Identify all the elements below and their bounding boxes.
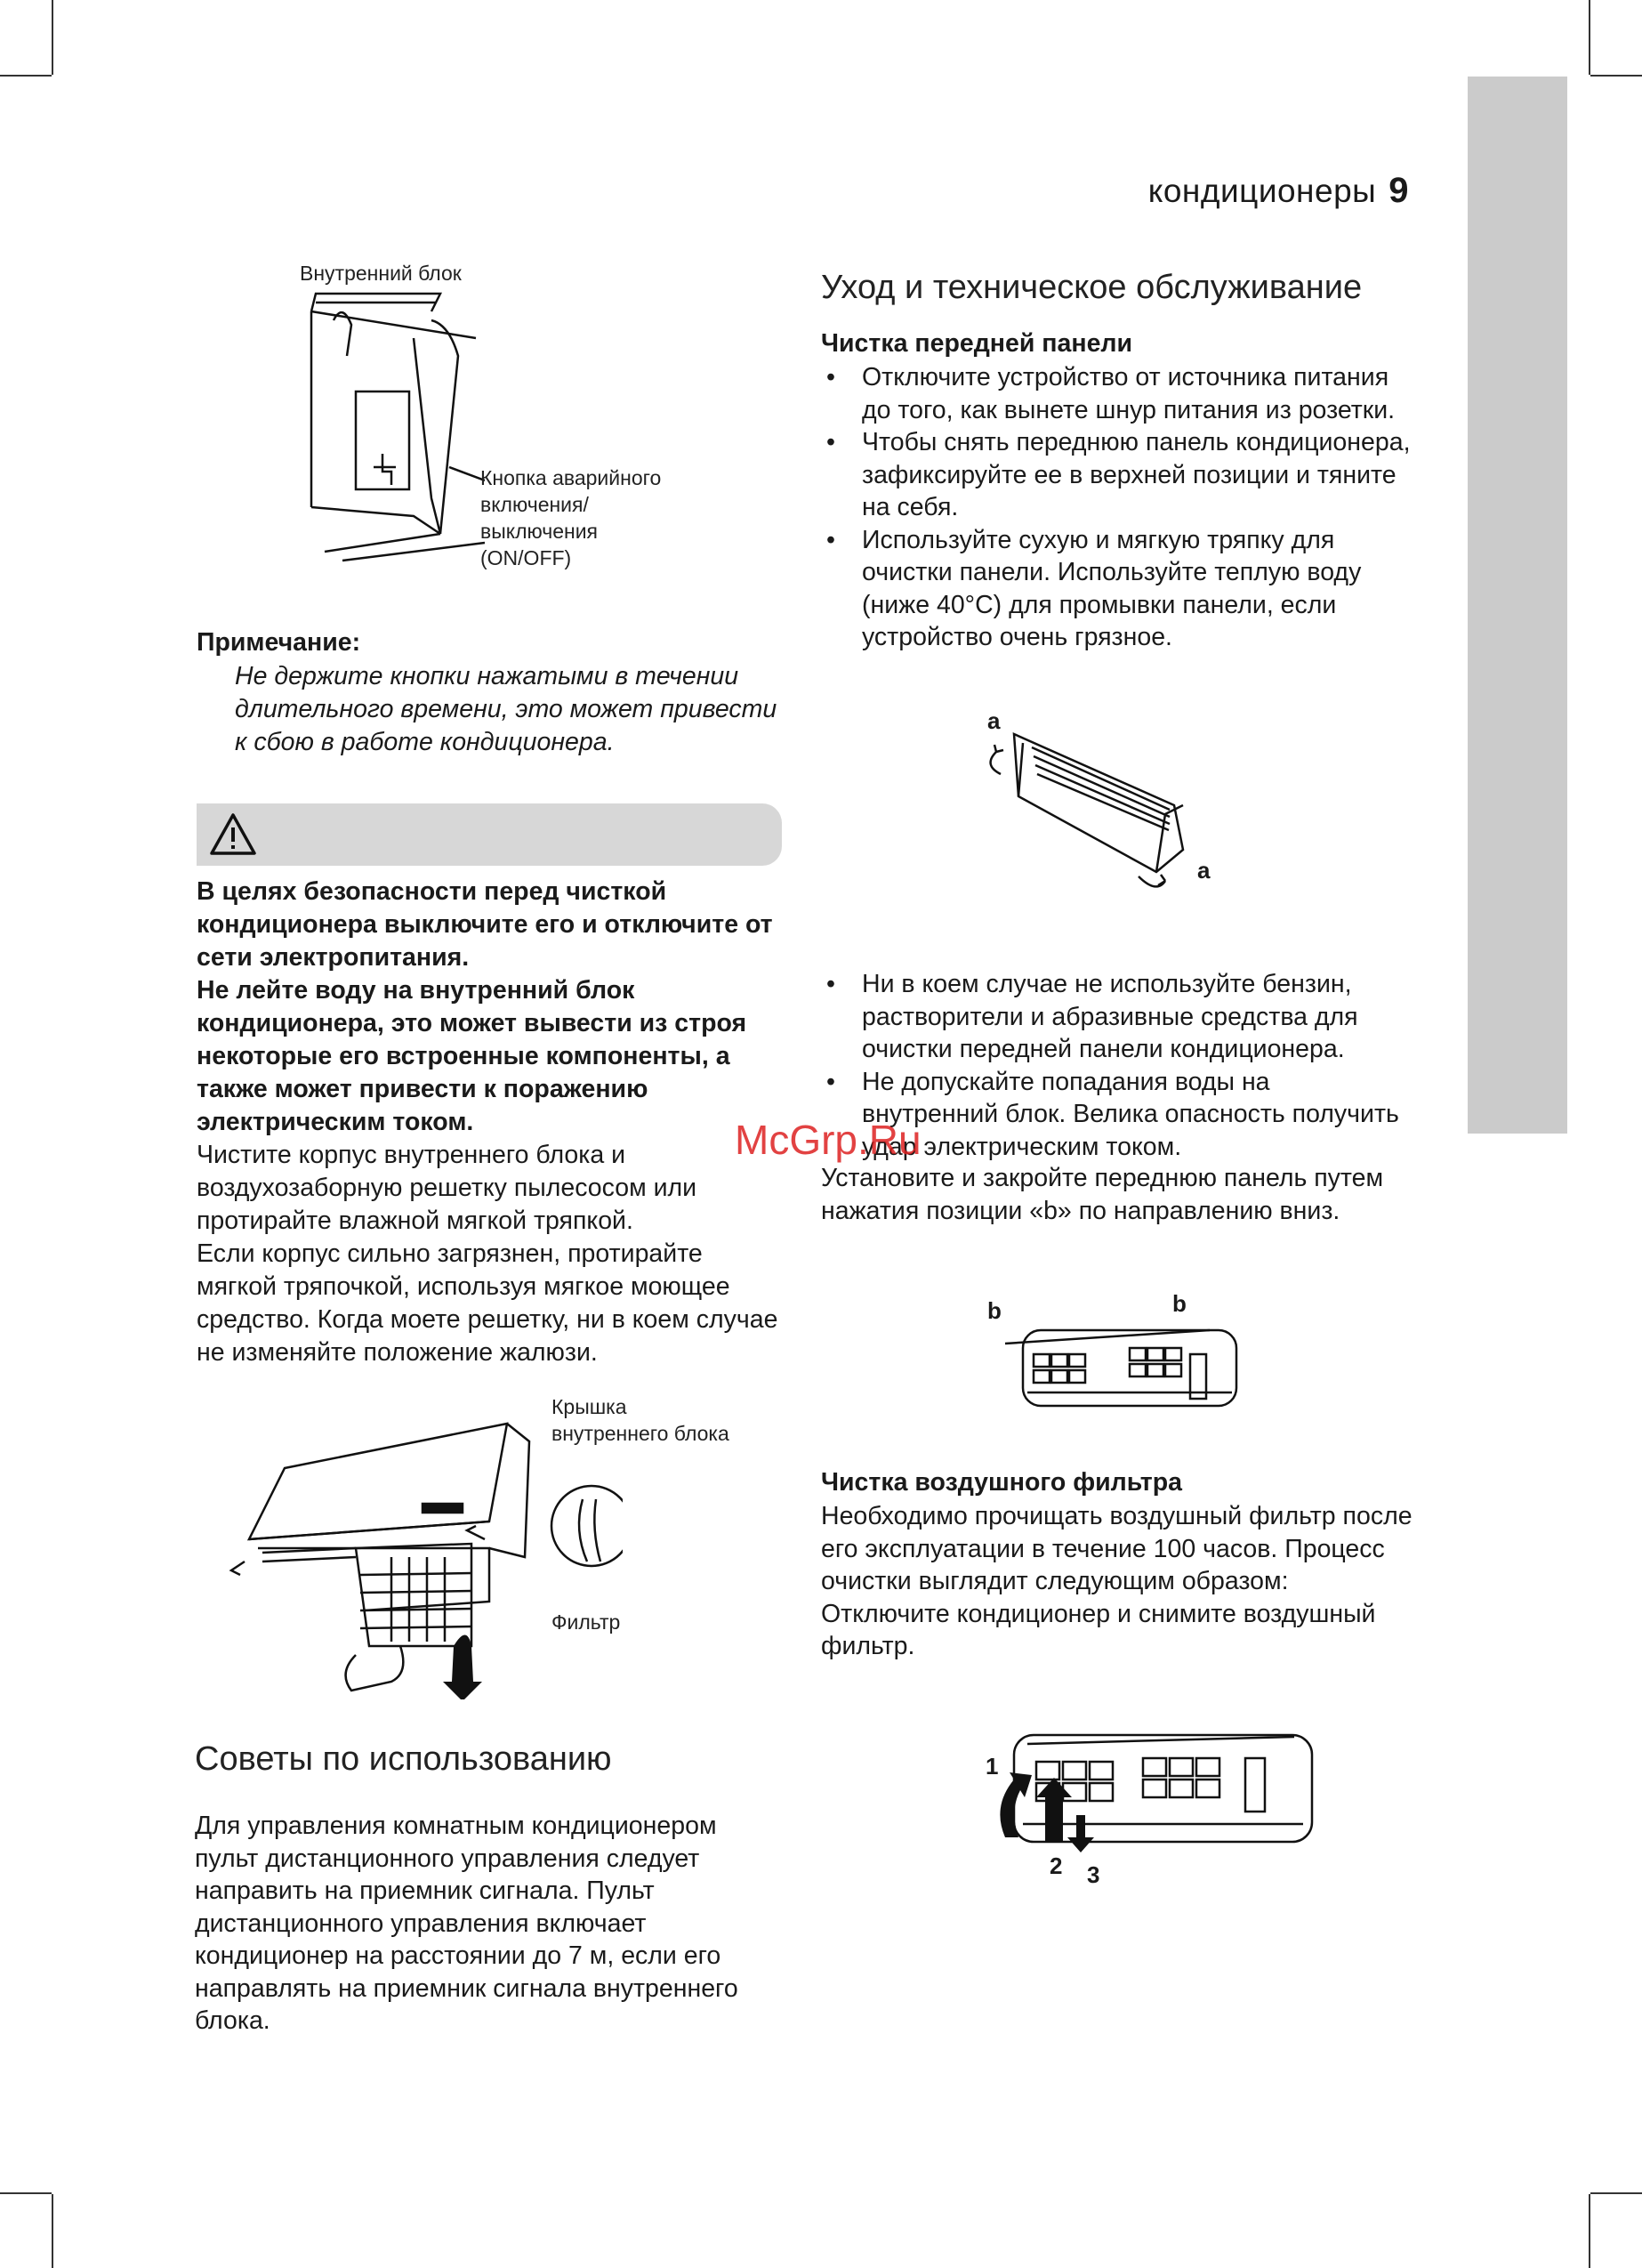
side-tab [1468,77,1567,1134]
install-text: Установите и закройте переднюю панель путем нажатия позиции «b» по направлению вниз. [821,1164,1384,1225]
fig-indoor-button-label [480,464,661,571]
fig-filter-label: Фильтр [551,1610,621,1634]
filter-removal-illustration [222,1415,623,1699]
filter-text-1: Необходимо прочищать воздушный фильтр после его эксплуатации в течение 100 часов. Процесс очистки выглядит следующим образом: [821,1502,1413,1595]
indoor-unit-illustration [307,285,485,578]
crop-mark [52,2194,53,2268]
fig-b-label: b [987,1297,1002,1324]
crop-mark [1589,0,1590,75]
crop-mark [1590,2192,1642,2194]
warning-bold-2: Не лейте воду на внутренний блок кондиционера, это может вывести из строя некоторые его встроенные компоненты, а также может привести к поражению электрическим током. [197,976,747,1136]
button-label-line: включения/ [480,493,589,516]
warning-bold-1: В целях безопасности перед чисткой кондиционера выключите его и отключите от сети электропитания. [197,877,773,972]
step-label: 1 [986,1753,999,1780]
tips-text: Для управления комнатным кондиционером пульт дистанционного управления следует направить на приемник сигнала. Пульт дистанционного управления включает кондиционер на расстоянии до 7 м, если его направлять на приемник сигнала внутреннего блока. [195,1812,738,2035]
step-label: 3 [1087,1861,1100,1888]
button-label-line: Кнопка аварийного [480,466,662,489]
care-heading: Уход и техническое обслуживание [821,269,1363,306]
crop-mark [0,2192,52,2194]
note-title: Примечание: [197,628,361,657]
fig-a-label: a [1197,857,1211,884]
page-number: 9 [1388,171,1409,210]
warning-bar [197,803,782,866]
crop-mark [1589,2194,1590,2268]
watermark: McGrp.Ru [735,1117,922,1163]
crop-mark [1590,75,1642,77]
crop-mark [0,75,52,77]
header-title: кондиционеры [1147,173,1377,209]
fig-a-label: a [987,707,1001,734]
front-panel-title: Чистка передней панели [821,329,1133,358]
button-label-line: (ON/OFF) [480,546,572,569]
filter-title: Чистка воздушного фильтра [821,1468,1183,1497]
note-text: Не держите кнопки нажатыми в течении длительного времени, это может привести к сбою в работе кондиционера. [235,662,777,756]
fig-indoor-label-top: Внутренний блок [300,262,462,285]
step-label: 2 [1050,1852,1063,1879]
cover-label-line: внутреннего блока [551,1422,729,1445]
page-header [1148,171,1409,211]
filter-text-2: Отключите кондиционер и снимите воздушный фильтр. [821,1599,1376,1660]
warning-text-2: Если корпус сильно загрязнен, протирайте мягкой тряпочкой, используя мягкое моющее средство. Когда моете решетку, ни в коем случае не изменяйте положение жалюзи. [197,1239,778,1367]
list-item: • Отключите устройство от источника питания до того, как вынете шнур питания из розетки. [821,361,1413,426]
list-item: • Чтобы снять переднюю панель кондиционера, зафиксируйте ее в верхней позиции и тяните на себя. [821,426,1413,524]
tips-heading: Советы по использованию [195,1740,612,1778]
cover-label-line: Крышка [551,1395,627,1418]
crop-mark [52,0,53,75]
front-panel-bullets [821,361,1413,654]
warning-section [197,876,784,1369]
list-item: • Не допускайте попадания воды на внутренний блок. Велика опасность получить удар электрическим током. [821,1066,1413,1164]
fig-b-label: b [1172,1290,1187,1317]
filter-steps-illustration [987,1726,1316,1860]
front-panel-open-illustration [978,725,1201,903]
warning-triangle-icon [209,812,257,857]
button-label-line: выключения [480,520,599,543]
list-item: • Ни в коем случае не используйте бензин, растворители и абразивные средства для очистки передней панели кондиционера. [821,968,1413,1066]
filter-text [821,1500,1413,1663]
warning-text-1: Чистите корпус внутреннего блока и воздухозаборную решетку пылесосом или протирайте влажной мягкой тряпкой. [197,1141,697,1235]
list-item: • Используйте сухую и мягкую тряпку для очистки панели. Используйте теплую воду (ниже 40°C) для промывки панели, если устройство очень грязное. [821,524,1413,654]
front-panel-close-illustration [996,1317,1245,1415]
